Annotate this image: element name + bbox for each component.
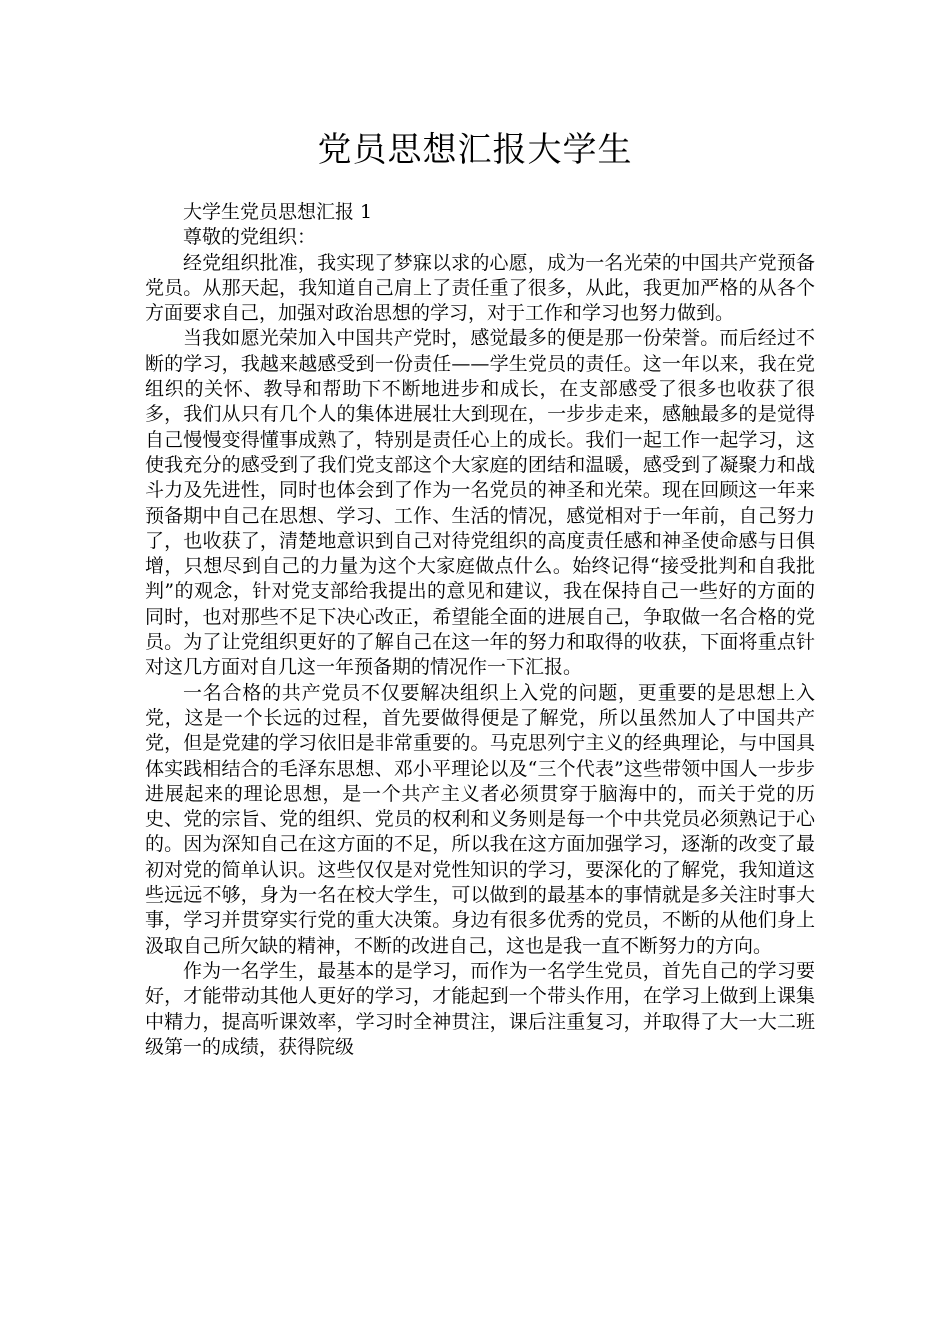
document-body (145, 200, 815, 1060)
paragraph-ideology: 一名合格的共产党员不仅要解决组织上入党的问题，更重要的是思想上入党，这是一个长远的过程，首先要做得便是了解党，所以虽然加人了中国共产党，但是党建的学习依旧是非常重要的。马克思列宁主义的经典理论，与中国具体实践相结合的毛泽东思想、邓小平理论以及“三个代表”这些带领中国人一步步进展起来的理论思想，是一个共产主义者必须贯穿于脑海中的，而关于党的历史、党的宗旨、党的组织、党员的权利和义务则是每一个中共党员必须熟记于心的。因为深知自己在这方面的不足，所以我在这方面加强学习，逐渐的改变了最初对党的简单认识。这些仅仅是对党性知识的学习，要深化的了解党，我知道这些远远不够，身为一名在校大学生，可以做到的最基本的事情就是多关注时事大事，学习并贯穿实行党的重大决策。身边有很多优秀的党员，不断的从他们身上汲取自己所欠缺的精神，不断的改进自己，这也是我一直不断努力的方向。 (145, 681, 815, 957)
document-title: 党员思想汇报大学生 (317, 130, 633, 170)
salutation: 尊敬的党组织： (183, 226, 317, 249)
paragraph-intro: 经党组织批准，我实现了梦寐以求的心愿，成为一名光荣的中国共产党预备党员。从那天起，我知道自己肩上了责任重了很多，从此，我更加严格的从各个方面要求自己，加强对政治思想的学习，对于工作和学习也努力做到。 (145, 251, 815, 325)
paragraph-study: 作为一名学生，最基本的是学习，而作为一名学生党员，首先自己的学习要好，才能带动其他人更好的学习，才能起到一个带头作用，在学习上做到上课集中精力，提高听课效率，学习时全神贯注，课后注重复习，并取得了大一大二班级第一的成绩，获得院级 (145, 959, 815, 1058)
report-heading: 大学生党员思想汇报 1 (183, 201, 373, 223)
paragraph-reflection: 当我如愿光荣加入中国共产党时，感觉最多的便是那一份荣誉。而后经过不断的学习，我越来越感受到一份责任——学生党员的责任。这一年以来，我在党组织的关怀、教导和帮助下不断地进步和成长，在支部感受了很多也收获了很多，我们从只有几个人的集体进展壮大到现在，一步步走来，感触最多的是觉得自己慢慢变得懂事成熟了，特别是责任心上的成长。我们一起工作一起学习，这使我充分的感受到了我们党支部这个大家庭的团结和温暖，感受到了凝聚力和战斗力及先进性，同时也体会到了作为一名党员的神圣和光荣。现在回顾这一年来预备期中自己在思想、学习、工作、生活的情况，感觉相对于一年前，自己努力了，也收获了，清楚地意识到自己对待党组织的高度责任感和神圣使命感与日俱增，只想尽到自己的力量为这个大家庭做点什么。始终记得“接受批判和自我批判”的观念，针对党支部给我提出的意见和建议，我在保持自己一些好的方面的同时，也对那些不足下决心改正，希望能全面的进展自己，争取做一名合格的党员。为了让党组织更好的了解自己在这一年的努力和取得的收获，下面将重点针对这几方面对自几这一年预备期的情况作一下汇报。 (145, 327, 815, 679)
